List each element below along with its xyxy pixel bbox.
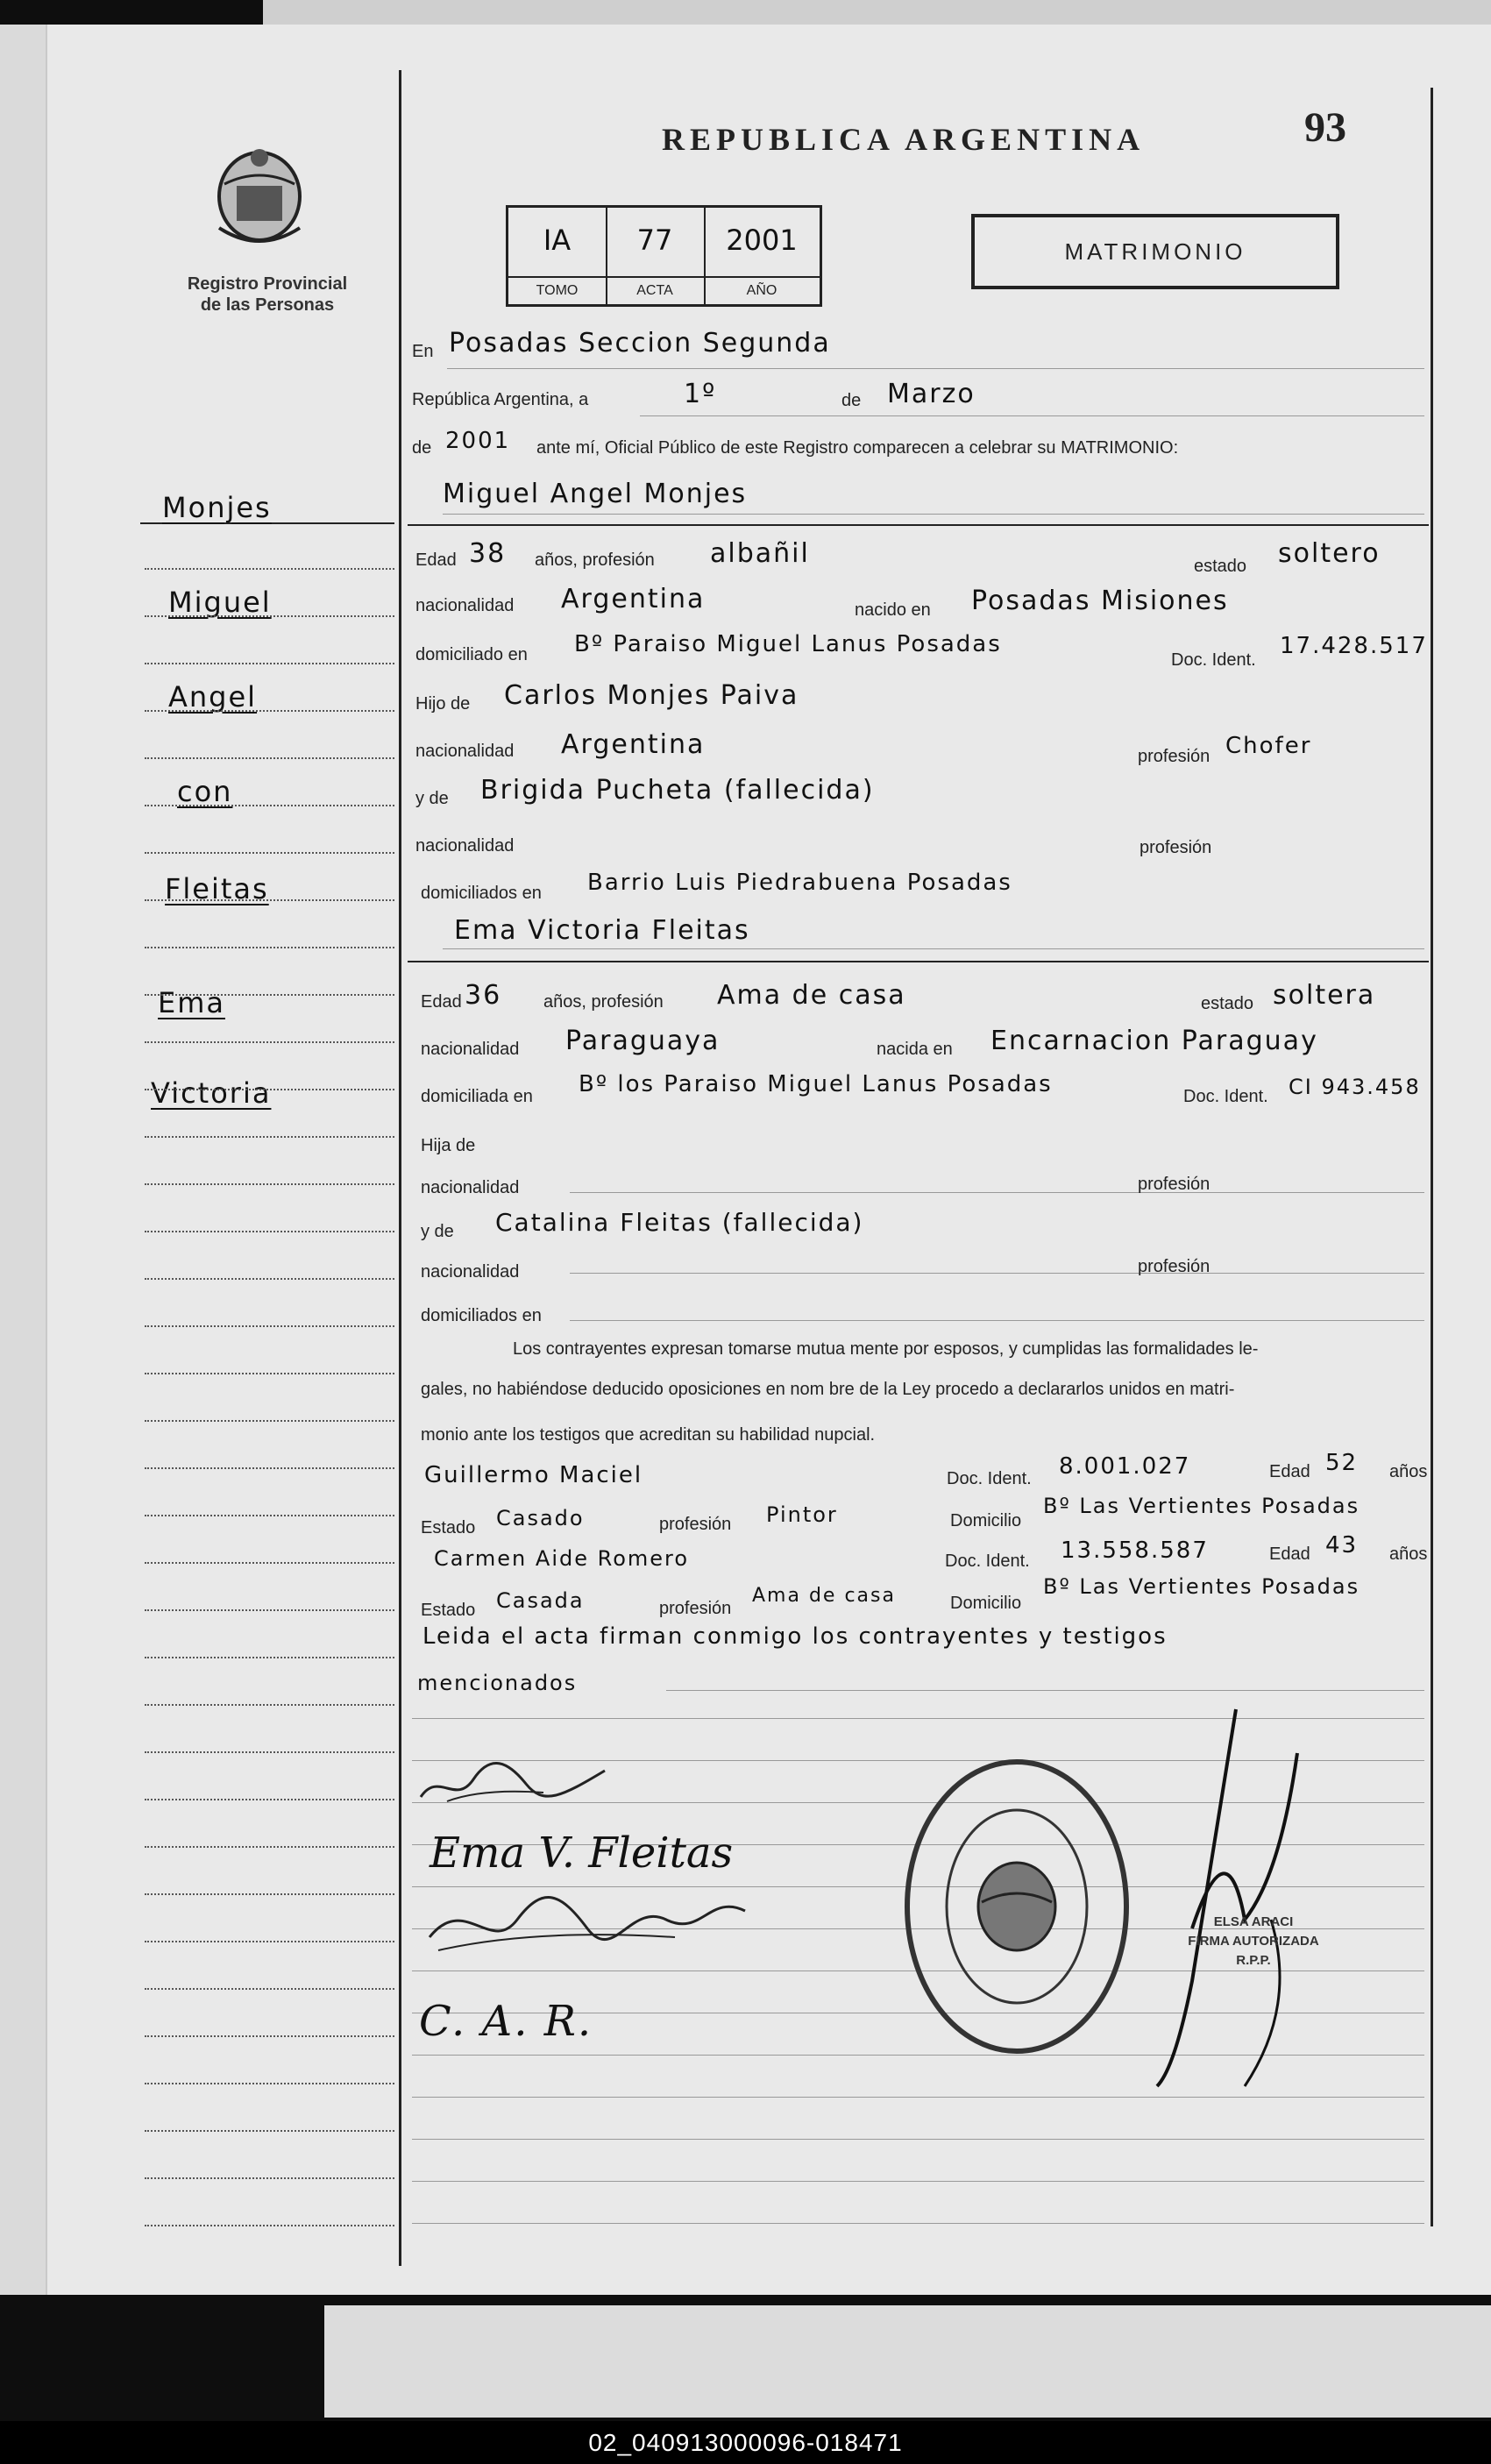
margin-dotted-line bbox=[145, 1704, 394, 1706]
margin-dotted-line bbox=[145, 1941, 394, 1942]
margin-dotted-line bbox=[145, 1846, 394, 1848]
witness2-marital-status: Casada bbox=[496, 1588, 585, 1613]
groom-name: Miguel Angel Monjes bbox=[443, 479, 748, 509]
coat-of-arms-icon bbox=[210, 140, 309, 249]
groom-section-divider bbox=[408, 524, 1429, 526]
ano-cell bbox=[704, 208, 820, 304]
country-title: REPUBLICA ARGENTINA bbox=[662, 122, 1146, 157]
label-bride-doc: Doc. Ident. bbox=[1183, 1087, 1268, 1106]
margin-dotted-line bbox=[145, 1420, 394, 1422]
label-y-de: y de bbox=[415, 789, 449, 808]
witness1-marital-status: Casado bbox=[496, 1506, 585, 1530]
margin-dotted-line bbox=[145, 2083, 394, 2084]
label-groom-estado: estado bbox=[1194, 557, 1247, 576]
witness2-doc: 13.558.587 bbox=[1061, 1537, 1209, 1564]
margin-name-1: Monjes bbox=[162, 491, 272, 524]
place-value: Posadas Seccion Segunda bbox=[449, 328, 831, 359]
signature-ruled-line bbox=[412, 2139, 1424, 2140]
margin-dotted-line bbox=[145, 899, 394, 901]
body-ruled-line bbox=[570, 1320, 1424, 1321]
label-bride-mother-profesion: profesión bbox=[1138, 1257, 1211, 1276]
scan-id-footer: 02_040913000096-018471 bbox=[0, 2421, 1491, 2464]
line-place bbox=[447, 368, 1424, 369]
line-bride-name bbox=[443, 948, 1424, 949]
line-date bbox=[640, 415, 1424, 416]
label-de-month: de bbox=[841, 391, 862, 410]
margin-dotted-line bbox=[145, 1799, 394, 1800]
officer-signature-block bbox=[1131, 1913, 1376, 1970]
label-bride-nacionalidad: nacionalidad bbox=[421, 1040, 520, 1059]
closing-line-2: mencionados bbox=[417, 1671, 578, 1695]
bride-section-divider bbox=[408, 961, 1429, 962]
margin-name-6: Ema bbox=[158, 986, 225, 1019]
month-value: Marzo bbox=[887, 379, 976, 409]
margin-name-7: Victoria bbox=[151, 1076, 272, 1110]
label-witness2-doc: Doc. Ident. bbox=[945, 1552, 1030, 1571]
margin-name-3: Angel bbox=[168, 680, 258, 714]
label-bride-y-de: y de bbox=[421, 1222, 454, 1241]
label-father-profesion: profesión bbox=[1138, 747, 1211, 766]
groom-mother: Brigida Pucheta (fallecida) bbox=[480, 775, 875, 806]
label-witness2-estado: Estado bbox=[421, 1601, 476, 1620]
label-witness2-profesion: profesión bbox=[659, 1599, 732, 1618]
label-father-nacionalidad: nacionalidad bbox=[415, 742, 515, 761]
groom-birthplace: Posadas Misiones bbox=[971, 586, 1229, 616]
label-groom-profesion: años, profesión bbox=[535, 550, 655, 570]
margin-dotted-line bbox=[145, 2177, 394, 2179]
label-witness1-anos: años bbox=[1389, 1462, 1428, 1481]
scan-bottom-strip bbox=[324, 2305, 1491, 2418]
margin-dotted-line bbox=[145, 1467, 394, 1469]
statement-line-3: monio ante los testigos que acreditan su habilidad nupcial. bbox=[421, 1425, 876, 1445]
margin-dotted-line bbox=[145, 1515, 394, 1516]
tomo-cell bbox=[508, 208, 607, 304]
margin-dotted-line bbox=[145, 994, 394, 996]
statement-line-1: Los contrayentes expresan tomarse mutua mente por esposos, y cumplidas las formalidades le- bbox=[513, 1339, 1259, 1359]
label-groom-nacido: nacido en bbox=[855, 600, 931, 620]
bride-doc: CI 943.458 bbox=[1289, 1075, 1421, 1099]
witness1-name: Guillermo Maciel bbox=[424, 1462, 643, 1488]
witness2-address: Bº Las Vertientes Posadas bbox=[1043, 1574, 1360, 1599]
margin-dotted-line bbox=[145, 663, 394, 664]
bride-marital-status: soltera bbox=[1273, 980, 1376, 1011]
groom-marital-status: soltero bbox=[1278, 538, 1381, 569]
margin-dotted-line bbox=[145, 1325, 394, 1327]
registry-name-line2: de las Personas bbox=[200, 295, 335, 315]
label-bride-parents-domicilio: domiciliados en bbox=[421, 1306, 542, 1325]
right-border-line bbox=[1431, 88, 1433, 2226]
tomo-value: IA bbox=[543, 224, 572, 257]
ano-value: 2001 bbox=[726, 224, 798, 257]
body-ruled-line bbox=[570, 1273, 1424, 1274]
line-closing bbox=[666, 1690, 1424, 1691]
margin-dotted-line bbox=[145, 1041, 394, 1043]
bride-age: 36 bbox=[465, 980, 502, 1011]
witness1-address: Bº Las Vertientes Posadas bbox=[1043, 1494, 1360, 1518]
margin-dotted-line bbox=[145, 568, 394, 570]
label-groom-edad: Edad bbox=[415, 550, 457, 570]
statement-line-2: gales, no habiéndose deducido oposiciones en nom bre de la Ley procedo a declararlos unidos en matri- bbox=[421, 1380, 1235, 1399]
registry-name-line1: Registro Provincial bbox=[187, 274, 348, 294]
margin-dotted-line bbox=[145, 805, 394, 806]
margin-dotted-line bbox=[145, 710, 394, 712]
year-value: 2001 bbox=[445, 428, 511, 454]
margin-dotted-line bbox=[145, 1089, 394, 1090]
label-bride-nacida: nacida en bbox=[877, 1040, 953, 1059]
margin-name-5: Fleitas bbox=[165, 872, 269, 905]
day-value: 1º bbox=[684, 379, 717, 409]
label-groom-doc: Doc. Ident. bbox=[1171, 650, 1256, 670]
ano-label: AÑO bbox=[704, 276, 820, 304]
label-witness1-profesion: profesión bbox=[659, 1515, 732, 1534]
label-groom-domicilio: domiciliado en bbox=[415, 645, 528, 664]
bride-name: Ema Victoria Fleitas bbox=[454, 915, 750, 946]
label-parents-domicilio: domiciliados en bbox=[421, 884, 542, 903]
groom-parents-address: Barrio Luis Piedrabuena Posadas bbox=[587, 870, 1012, 896]
margin-dotted-line bbox=[145, 1893, 394, 1895]
record-type-box: MATRIMONIO bbox=[971, 214, 1339, 289]
groom-address: Bº Paraiso Miguel Lanus Posadas bbox=[574, 631, 1002, 657]
signature-officer bbox=[1140, 1701, 1341, 2104]
registry-name bbox=[158, 273, 377, 316]
margin-dotted-line bbox=[145, 757, 394, 759]
label-groom-nacionalidad: nacionalidad bbox=[415, 596, 515, 615]
margin-dotted-line bbox=[145, 947, 394, 948]
label-witness2-anos: años bbox=[1389, 1544, 1428, 1564]
groom-occupation: albañil bbox=[710, 538, 810, 569]
acta-label: ACTA bbox=[606, 276, 704, 304]
label-republica: República Argentina, a bbox=[412, 390, 589, 409]
label-en: En bbox=[412, 342, 434, 361]
label-bride-domicilio: domiciliada en bbox=[421, 1087, 533, 1106]
signature-witness-1 bbox=[412, 1876, 763, 1963]
bride-occupation: Ama de casa bbox=[717, 980, 906, 1011]
label-witness1-domicilio: Domicilio bbox=[950, 1511, 1022, 1530]
groom-age: 38 bbox=[469, 538, 507, 569]
margin-dotted-line bbox=[145, 1609, 394, 1611]
signature-initials: C. A. R. bbox=[419, 1997, 593, 2046]
body-ruled-line bbox=[570, 1192, 1424, 1193]
bride-birthplace: Encarnacion Paraguay bbox=[990, 1026, 1318, 1056]
margin-dotted-line bbox=[145, 852, 394, 854]
label-mother-nacionalidad: nacionalidad bbox=[415, 836, 515, 856]
witness2-occupation: Ama de casa bbox=[752, 1585, 896, 1607]
witness2-age: 43 bbox=[1325, 1532, 1359, 1559]
acta-value: 77 bbox=[636, 224, 673, 257]
registry-seal-icon bbox=[898, 1753, 1135, 2060]
groom-father: Carlos Monjes Paiva bbox=[504, 680, 799, 711]
groom-father-occupation: Chofer bbox=[1225, 733, 1312, 759]
officer-authority: FIRMA AUTORIZADA bbox=[1188, 1934, 1319, 1949]
officer-office: R.P.P. bbox=[1236, 1953, 1271, 1968]
witness1-age: 52 bbox=[1325, 1450, 1359, 1476]
bride-mother: Catalina Fleitas (fallecida) bbox=[495, 1208, 864, 1237]
page-number: 93 bbox=[1304, 104, 1346, 151]
signature-ruled-line bbox=[412, 2223, 1424, 2224]
label-mother-profesion: profesión bbox=[1140, 838, 1212, 857]
margin-dotted-line bbox=[145, 1562, 394, 1564]
tomo-label: TOMO bbox=[508, 276, 606, 304]
label-bride-edad: Edad bbox=[421, 992, 462, 1012]
signature-groom bbox=[412, 1753, 614, 1814]
label-witness1-edad: Edad bbox=[1269, 1462, 1310, 1481]
witness1-occupation: Pintor bbox=[766, 1502, 838, 1527]
acta-cell bbox=[606, 208, 706, 304]
margin-divider-line bbox=[399, 70, 401, 2266]
label-year-text: ante mí, Oficial Público de este Registro comparecen a celebrar su MATRIMONIO: bbox=[536, 438, 1179, 458]
bride-nationality: Paraguaya bbox=[565, 1026, 721, 1056]
margin-dotted-line bbox=[145, 2035, 394, 2037]
signature-ruled-line bbox=[412, 2181, 1424, 2182]
margin-name-4: con bbox=[177, 775, 233, 808]
signature-bride: Ema V. Fleitas bbox=[430, 1828, 734, 1878]
page-binding-edge bbox=[0, 25, 47, 2295]
label-witness2-domicilio: Domicilio bbox=[950, 1594, 1022, 1613]
record-id-box bbox=[506, 205, 822, 307]
bride-address: Bº los Paraiso Miguel Lanus Posadas bbox=[579, 1071, 1053, 1097]
margin-dotted-line bbox=[145, 1988, 394, 1990]
margin-dotted-line bbox=[145, 2130, 394, 2132]
margin-dotted-line bbox=[145, 1751, 394, 1753]
label-witness1-doc: Doc. Ident. bbox=[947, 1469, 1032, 1488]
label-bride-estado: estado bbox=[1201, 994, 1254, 1013]
closing-line-1: Leida el acta firman conmigo los contrayentes y testigos bbox=[422, 1623, 1168, 1650]
label-hija: Hija de bbox=[421, 1136, 476, 1155]
label-bride-father-nacionalidad: nacionalidad bbox=[421, 1178, 520, 1197]
groom-doc: 17.428.517 bbox=[1280, 633, 1428, 659]
margin-dotted-line bbox=[145, 1373, 394, 1374]
label-de-year: de bbox=[412, 438, 432, 458]
margin-dotted-line bbox=[145, 1657, 394, 1658]
witness2-name: Carmen Aide Romero bbox=[434, 1546, 690, 1571]
line-groom-name bbox=[443, 514, 1424, 515]
margin-dotted-line bbox=[145, 1231, 394, 1232]
margin-dotted-line bbox=[145, 615, 394, 617]
label-witness2-edad: Edad bbox=[1269, 1544, 1310, 1564]
label-witness1-estado: Estado bbox=[421, 1518, 476, 1537]
margin-dotted-line bbox=[145, 1183, 394, 1185]
groom-nationality: Argentina bbox=[561, 584, 706, 614]
label-bride-profesion: años, profesión bbox=[543, 992, 664, 1012]
label-bride-mother-nacionalidad: nacionalidad bbox=[421, 1262, 520, 1282]
margin-name-2: Miguel bbox=[168, 586, 272, 619]
margin-dotted-line bbox=[145, 1136, 394, 1138]
margin-dotted-line bbox=[145, 1278, 394, 1280]
officer-name: ELSA ARACI bbox=[1213, 1914, 1294, 1929]
margin-dotted-line bbox=[145, 2225, 394, 2226]
witness1-doc: 8.001.027 bbox=[1059, 1453, 1191, 1480]
label-bride-father-profesion: profesión bbox=[1138, 1175, 1211, 1194]
label-hijo: Hijo de bbox=[415, 694, 471, 714]
groom-father-nationality: Argentina bbox=[561, 729, 706, 760]
